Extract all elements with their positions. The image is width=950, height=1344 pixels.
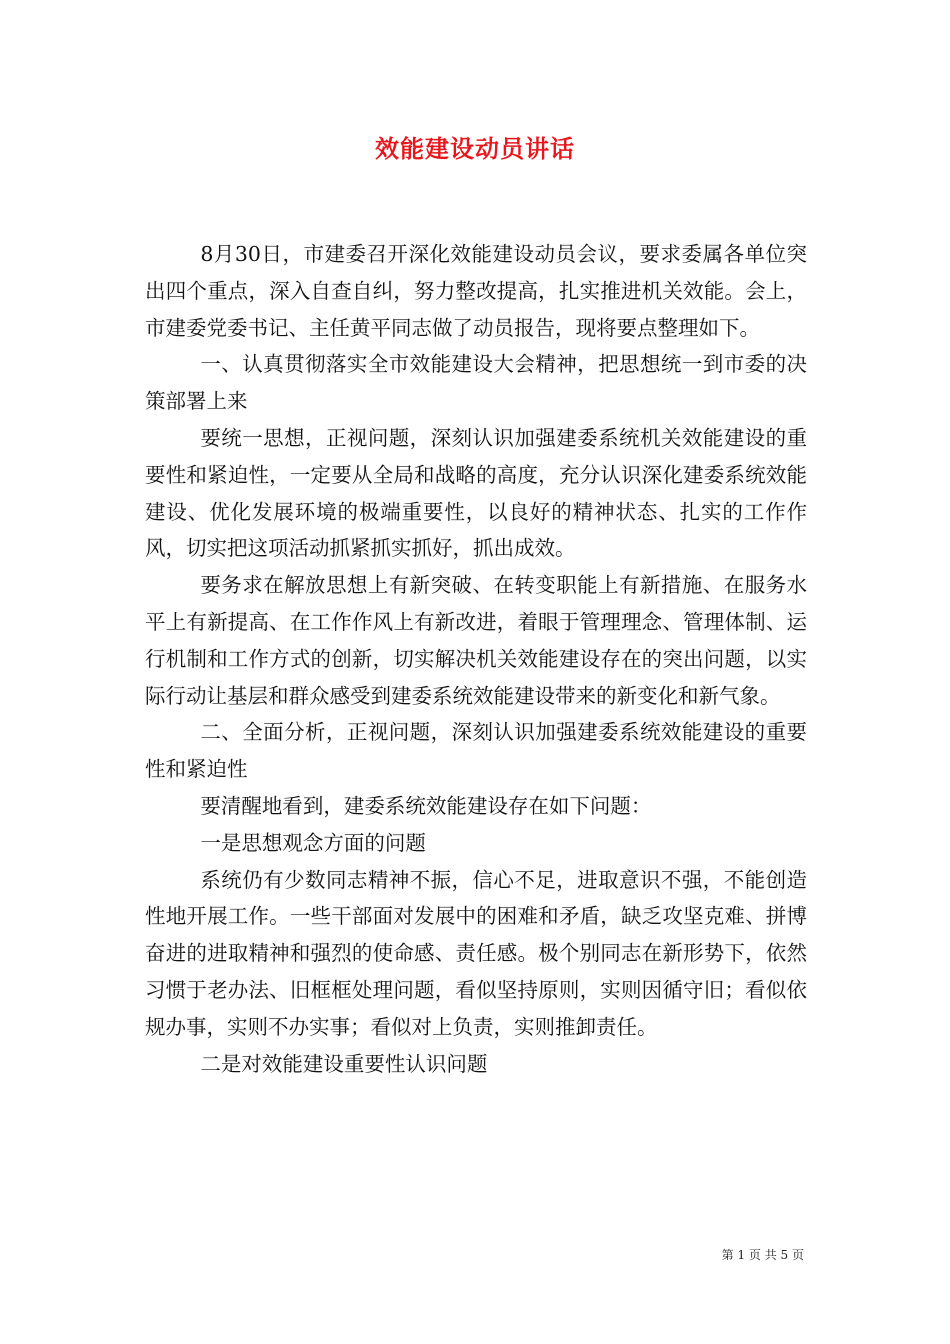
- subheading: 二是对效能建设重要性认识问题: [200, 1051, 488, 1076]
- paragraph: 8月30日，市建委召开深化效能建设动员会议，要求委属各单位突出四个重点，深入自查自纠，努力整改提高，扎实推进机关效能。会上，市建委党委书记、主任黄平同志做了动员报告，现将要点整理如下。: [145, 242, 807, 340]
- paragraph: 要务求在解放思想上有新突破、在转变职能上有新措施、在服务水平上有新提高、在工作作风上有新改进，着眼于管理理念、管理体制、运行机制和工作方式的创新，切实解决机关效能建设存在的突出问题，以实际行动让基层和群众感受到建委系统效能建设带来的新变化和新气象。: [145, 573, 807, 708]
- paragraph: 要统一思想，正视问题，深刻认识加强建委系统机关效能建设的重要性和紧迫性，一定要从全局和战略的高度，充分认识深化建委系统效能建设、优化发展环境的极端重要性，以良好的精神状态、扎实的工作作风，切实把这项活动抓紧抓实抓好，抓出成效。: [145, 425, 807, 561]
- document-body: [145, 236, 807, 1082]
- document-title: 效能建设动员讲话: [375, 134, 575, 163]
- subheading: 一是思想观念方面的问题: [200, 830, 426, 855]
- page-indicator: 第 1 页 共 5 页: [721, 1248, 804, 1262]
- section-heading: 二、全面分析，正视问题，深刻认识加强建委系统效能建设的重要性和紧迫性: [145, 720, 807, 782]
- paragraph: 要清醒地看到，建委系统效能建设存在如下问题：: [200, 793, 652, 818]
- section-heading: 一、认真贯彻落实全市效能建设大会精神，把思想统一到市委的决策部署上来: [145, 352, 807, 414]
- paragraph: 系统仍有少数同志精神不振，信心不足，进取意识不强，不能创造性地开展工作。一些干部面对发展中的困难和矛盾，缺乏攻坚克难、拼博奋进的进取精神和强烈的使命感、责任感。极个别同志在新形势下，依然习惯于老办法、旧框框处理问题，看似坚持原则，实则因循守旧；看似依规办事，实则不办实事；看似对上负责，实则推卸责任。: [145, 867, 807, 1039]
